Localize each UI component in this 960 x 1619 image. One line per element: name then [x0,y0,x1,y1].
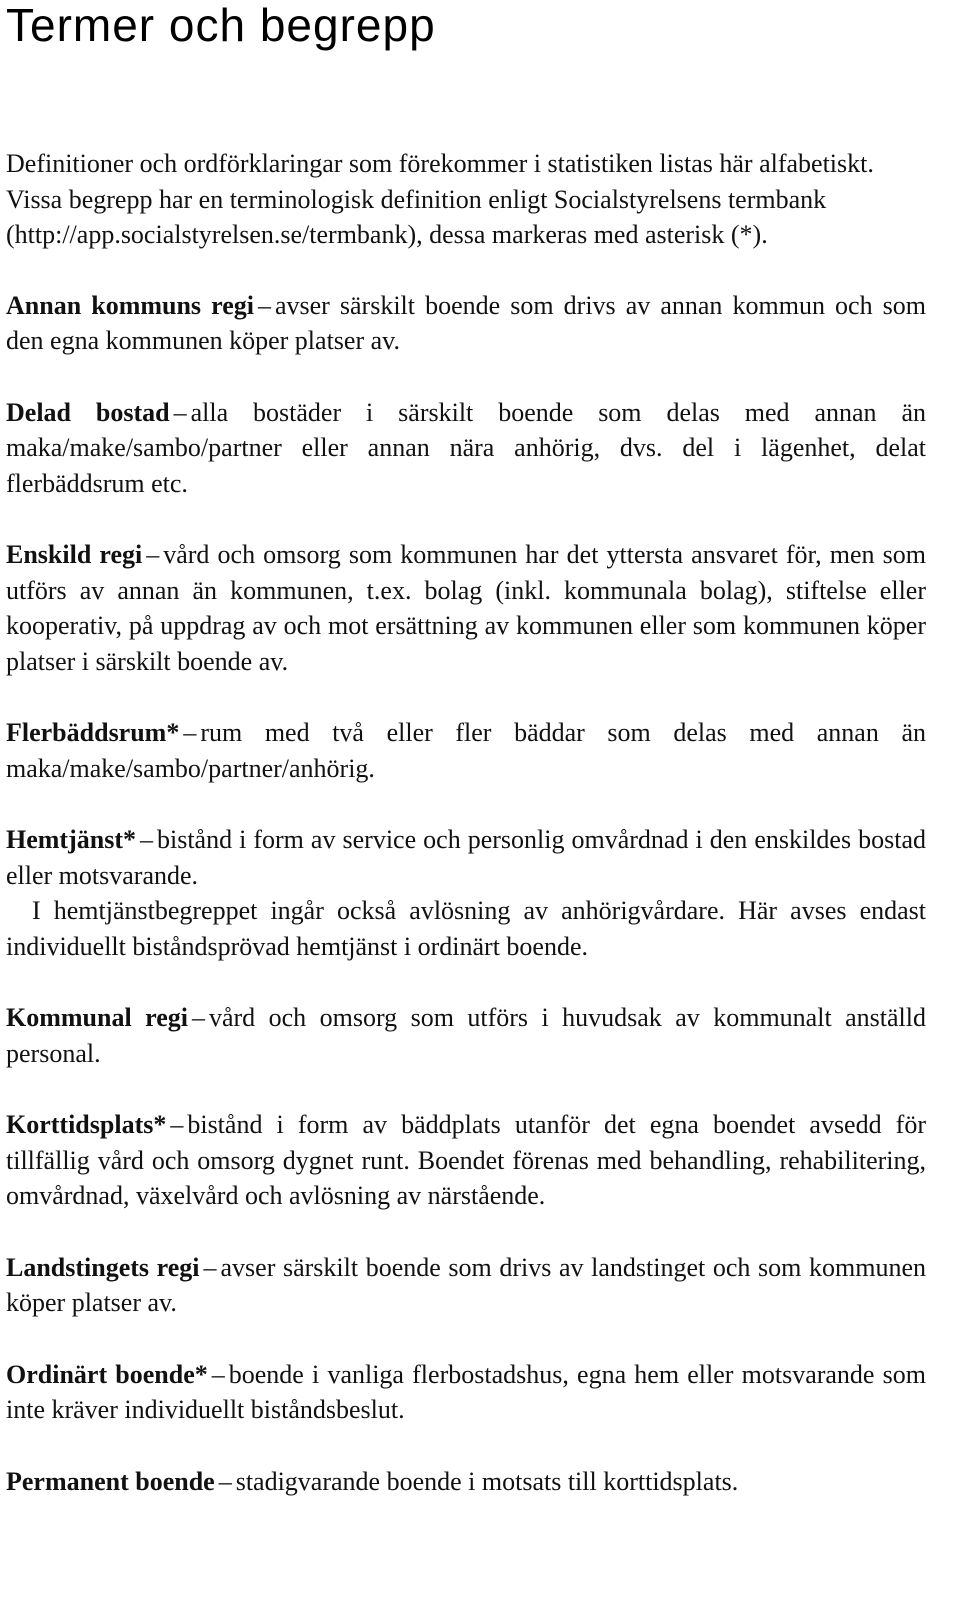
glossary-definition: boende i vanliga flerbostadshus, egna hem eller motsvarande som inte kräver individuellt biståndsbeslut. [6,1359,926,1424]
glossary-definition: stadigvarande boende i motsats till korttidsplats. [235,1466,739,1496]
term-dash: – [191,1003,205,1032]
glossary-entry-korttidsplats [6,1107,926,1214]
term-dash: – [257,290,271,320]
glossary-entry-annan-kommuns-regi [6,288,926,359]
glossary-term: Delad bostad [6,397,170,427]
glossary-definition: alla bostäder i särskilt boende som delas med annan än maka/make/sambo/partner eller annan nära anhörig, dvs. del i lägenhet, delat flerbäddsrum etc. [6,397,926,498]
glossary-term: Permanent boende [6,1466,215,1496]
glossary-definition: avser särskilt boende som drivs av landstinget och som kommunen köper platser av. [6,1252,926,1317]
term-dash: – [218,1466,232,1496]
term-dash: – [170,1110,184,1139]
glossary-list [6,288,926,1500]
glossary-term: Korttidsplats* [6,1110,167,1139]
glossary-entry-flerbaddsrum [6,715,926,786]
glossary-definition: vård och omsorg som kommunen har det yttersta ansvaret för, men som utförs av annan än kommunen, t.ex. bolag (inkl. kommunala bolag), stiftelse eller kooperativ, på uppdrag av och mot ersättning av kommunen eller som kommunen köper platser i särskilt boende av. [6,540,926,676]
glossary-entry-permanent-boende [6,1464,926,1500]
glossary-definition: bistånd i form av service och personlig omvårdnad i den enskildes bostad eller motsvarande. [6,825,926,890]
page-title: Termer och begrepp [6,0,436,51]
glossary-term: Annan kommuns regi [6,290,254,320]
glossary-term: Hemtjänst* [6,825,136,854]
glossary-entry-ordinart-boende [6,1357,926,1428]
glossary-term: Enskild regi [6,540,143,569]
term-dash: – [173,397,187,427]
glossary-definition: bistånd i form av bäddplats utanför det egna boendet avsedd för tillfällig vård och omsorg dygnet runt. Boendet förenas med behandling, rehabilitering, omvårdnad, växelvård och avlösning av närstående. [6,1110,926,1210]
intro-paragraph: Definitioner och ordförklaringar som förekommer i statistiken listas här alfabetiskt. Vissa begrepp har en terminologisk definition enligt Socialstyrelsens termbank (http://app.socialstyrelsen.se/termbank), dessa markeras med asterisk (*). [6,149,874,249]
term-dash: – [183,718,197,747]
glossary-definition: rum med två eller fler bäddar som delas med annan än maka/make/sambo/partner/anhörig. [6,718,926,783]
glossary-entry-landstingets-regi [6,1250,926,1321]
term-dash: – [139,825,153,854]
glossary-definition: vård och omsorg som utförs i huvudsak av kommunalt anställd personal. [6,1003,926,1068]
glossary-term: Landstingets regi [6,1252,200,1282]
glossary-term: Flerbäddsrum* [6,718,180,747]
glossary-term: Kommunal regi [6,1003,188,1032]
glossary-entry-delad-bostad [6,395,926,502]
term-dash: – [203,1252,217,1282]
glossary-entry-kommunal-regi [6,1000,926,1071]
term-dash: – [146,540,160,569]
glossary-entry-enskild-regi [6,537,926,679]
glossary-definition: avser särskilt boende som drivs av annan kommun och som den egna kommunen köper platser av. [6,290,926,355]
glossary-entry-hemtjanst [6,822,926,964]
glossary-term: Ordinärt boende* [6,1359,208,1389]
glossary-definition-continued: I hemtjänstbegreppet ingår också avlösning av anhörigvårdare. Här avses endast individuellt biståndsprövad hemtjänst i ordinärt boende. [6,896,926,961]
term-dash: – [211,1359,225,1389]
